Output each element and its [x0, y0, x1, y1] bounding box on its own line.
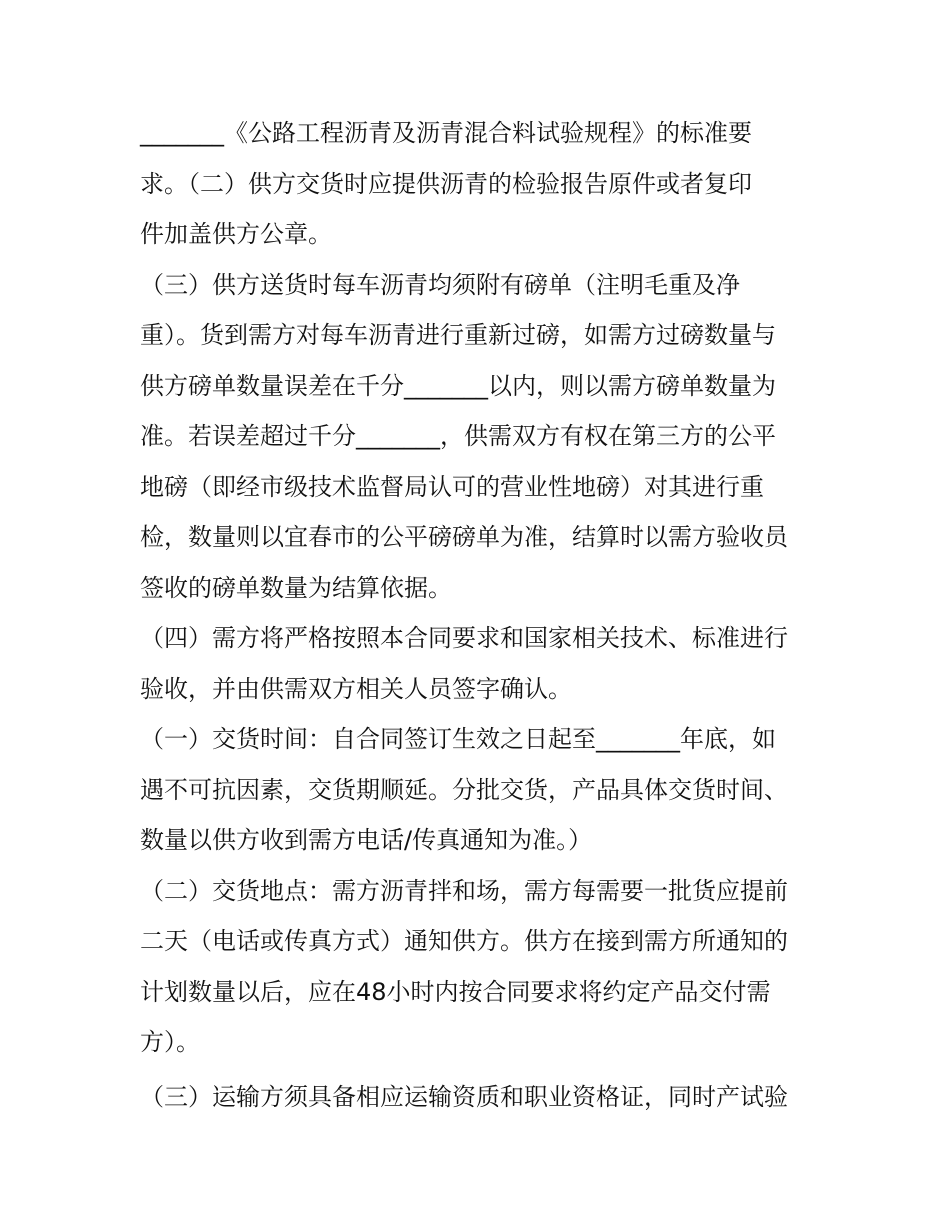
text-line: 件加盖供方公章。	[140, 220, 332, 248]
text-line: 遇不可抗因素，交货期顺延。分批交货，产品具体交货时间、	[140, 775, 788, 804]
text-line: 供方磅单数量误差在千分_______以内，则以需方磅单数量为	[140, 371, 776, 400]
text-line: 重）。货到需方对每车沥青进行重新过磅，如需方过磅数量与	[140, 321, 776, 349]
text-line: （一）交货时间：自合同签订生效之日起至_______年底，如	[140, 725, 776, 753]
text-line: 准。若误差超过千分_______，供需双方有权在第三方的公平	[140, 422, 776, 450]
text-line: 二天（电话或传真方式）通知供方。供方在接到需方所通知的	[140, 927, 788, 955]
text-line: 求。（二）供方交货时应提供沥青的检验报告原件或者复印	[140, 169, 752, 198]
text-line: 验收，并由供需双方相关人员签字确认。	[140, 674, 572, 703]
text-line: 签收的磅单数量为结算依据。	[140, 573, 452, 602]
text-line: （三）运输方须具备相应运输资质和职业资格证，同时产试验	[140, 1082, 788, 1111]
text-line: 方）。	[140, 1028, 200, 1056]
text-line: _______《公路工程沥青及沥青混合料试验规程》的标准要	[140, 119, 752, 147]
text-line: 计划数量以后，应在48小时内按合同要求将约定产品交付需	[140, 977, 771, 1006]
text-line: 地磅（即经市级技术监督局认可的营业性地磅）对其进行重	[140, 472, 764, 501]
document-body	[140, 108, 820, 1122]
text-line: 检，数量则以宜春市的公平磅磅单为准，结算时以需方验收员	[140, 523, 788, 551]
text-line: （三）供方送货时每车沥青均须附有磅单（注明毛重及净	[140, 270, 740, 299]
text-line: （二）交货地点：需方沥青拌和场，需方每需要一批货应提前	[140, 876, 788, 905]
text-line: 数量以供方收到需方电话/传真通知为准。）	[140, 826, 593, 854]
text-line: （四）需方将严格按照本合同要求和国家相关技术、标准进行	[140, 624, 788, 652]
